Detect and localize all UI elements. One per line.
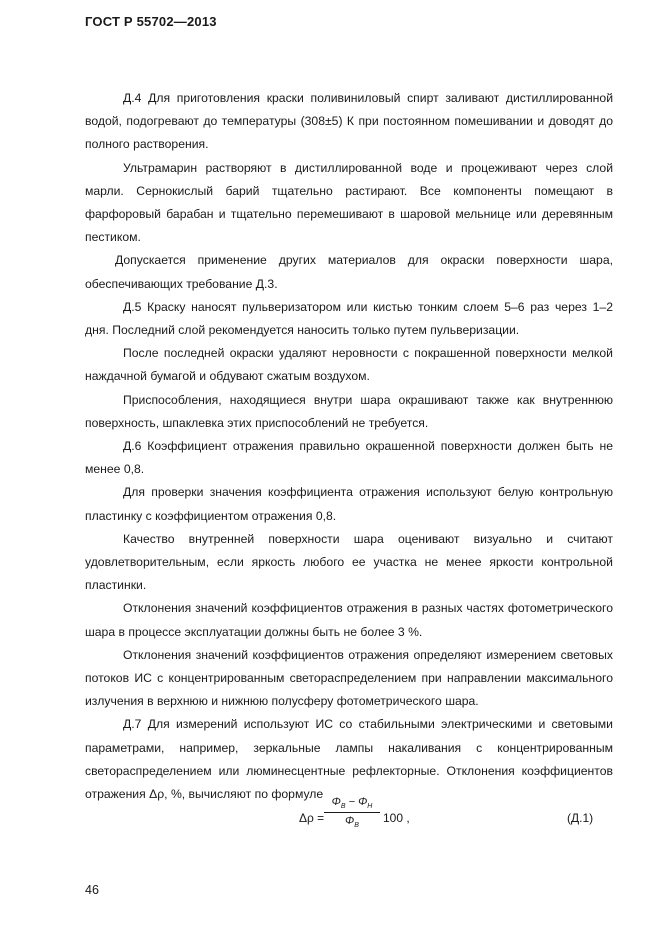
paragraph-ultramarine: Ультрамарин растворяют в дистиллированной воде и процеживают через слой марли. Сернокислый барий тщательно растирают. Все компоненты помещают в фарфоровый барабан и тщательно перемешивают в шаровой мельнице или деревянным пестиком. xyxy=(85,160,613,245)
fraction-bar xyxy=(324,812,380,813)
numerator-symbol: Φ xyxy=(331,796,341,808)
formula-d1 xyxy=(0,796,661,840)
paragraph-alternatives: Допускается применение других материалов для окраски поверхности шара, обеспечивающих требование Д.3. xyxy=(85,253,613,291)
denominator-symbol: Φ xyxy=(345,815,355,827)
formula-numerator xyxy=(324,796,380,810)
paragraph-fixtures: Приспособления, находящиеся внутри шара окрашивают также как внутреннюю поверхность, шпаклевка этих приспособлений не требуется. xyxy=(85,392,613,430)
paragraph-deviation-limit: Отклонения значений коэффициентов отражения в разных частях фотометрического шара в процессе эксплуатации должны быть не более 3 %. xyxy=(85,601,613,639)
paragraph-after-painting: После последней окраски удаляют неровности с покрашенной поверхности мелкой наждачной бумагой и обдувают сжатым воздухом. xyxy=(85,346,613,384)
formula-multiplier: 100 , xyxy=(383,811,410,825)
page-number: 46 xyxy=(85,883,99,897)
denominator-sub: В xyxy=(354,822,359,829)
paragraph-d7: Д.7 Для измерений используют ИС со стабильными электрическими и световыми параметрами, например, зеркальные лампы накаливания с концентрированным светораспределением или люминесцентные рефлекторные. Отклонения коэффициентов отражения Δρ, %, вычисляют по формуле xyxy=(85,717,613,802)
paragraph-d5: Д.5 Краску наносят пульверизатором или кистью тонким слоем 5–6 раз через 1–2 дня. Последний слой рекомендуется наносить только путем пульверизации. xyxy=(85,299,613,338)
formula-denominator xyxy=(324,815,380,829)
paragraph-d6: Д.6 Коэффициент отражения правильно окрашенной поверхности должен быть не менее 0,8. xyxy=(85,439,613,477)
paragraph-surface-quality: Качество внутренней поверхности шара оценивают визуально и считают удовлетворительным, если яркость любого ее участка не менее яркости контрольной пластинки. xyxy=(85,531,613,593)
formula-lhs: Δρ = xyxy=(299,811,325,825)
numerator-sub-lower: Н xyxy=(367,803,373,810)
paragraph-d4: Д.4 Для приготовления краски поливиниловый спирт заливают дистиллированной водой, подогревают до температуры (308±5) К при постоянном помешивании и доводят до полного растворения. xyxy=(85,91,613,152)
paragraph-deviation-method: Отклонения значений коэффициентов отражения определяют измерением световых потоков ИС с концентрированным светораспределением при направлении максимального излучения в верхнюю и нижнюю полусферу фотометрического шара. xyxy=(85,647,613,709)
document-header: ГОСТ Р 55702—2013 xyxy=(85,14,217,29)
numerator-sub-upper: В xyxy=(340,803,346,810)
equation-number: (Д.1) xyxy=(567,811,594,825)
numerator-minus-symbol: − Φ xyxy=(345,796,368,808)
formula-fraction xyxy=(324,796,380,829)
body-text xyxy=(85,87,613,806)
paragraph-check-reflectance: Для проверки значения коэффициента отражения используют белую контрольную пластинку с коэффициентом отражения 0,8. xyxy=(85,485,613,523)
